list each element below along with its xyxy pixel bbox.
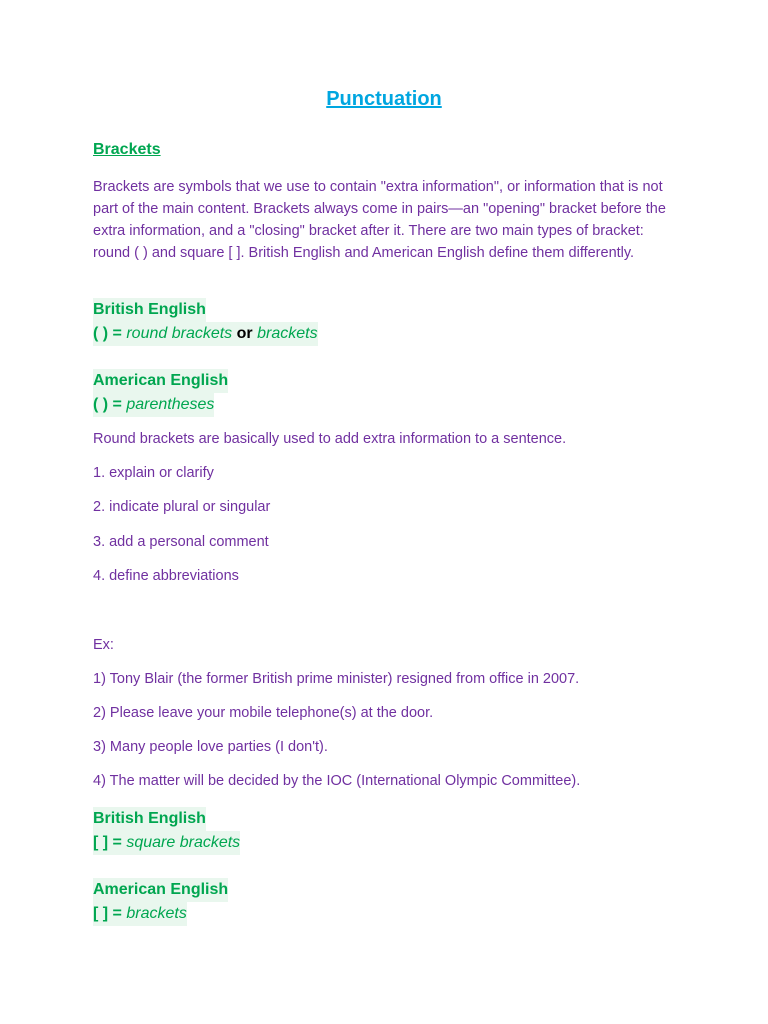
round-american-definition	[93, 393, 214, 417]
use-item-4: 4. define abbreviations	[93, 568, 239, 584]
square-british-definition	[93, 831, 240, 855]
round-british-term2: brackets	[257, 325, 318, 342]
round-british-conjunction: or	[236, 325, 253, 342]
example-3: 3) Many people love parties (I don't).	[93, 739, 328, 755]
square-british-block	[93, 807, 240, 855]
round-british-block	[93, 298, 318, 346]
square-american-block	[93, 878, 228, 926]
section-heading: Brackets	[93, 141, 161, 158]
round-american-term: parentheses	[126, 396, 215, 413]
square-british-label: British English	[93, 807, 206, 831]
square-american-term: brackets	[126, 905, 187, 922]
example-4: 4) The matter will be decided by the IOC (International Olympic Committee).	[93, 773, 581, 789]
use-item-1: 1. explain or clarify	[93, 465, 214, 481]
square-american-label: American English	[93, 878, 228, 902]
square-british-term: square brackets	[126, 834, 241, 851]
page-title: Punctuation	[326, 88, 442, 110]
round-american-symbol: ( ) =	[93, 396, 122, 413]
round-american-block	[93, 369, 228, 417]
round-usage-text: Round brackets are basically used to add extra information to a sentence.	[93, 431, 567, 447]
use-item-2: 2. indicate plural or singular	[93, 499, 271, 515]
square-american-symbol: [ ] =	[93, 905, 122, 922]
round-british-symbol: ( ) =	[93, 325, 122, 342]
round-british-definition	[93, 322, 318, 346]
square-british-symbol: [ ] =	[93, 834, 122, 851]
round-british-label: British English	[93, 298, 206, 322]
round-british-term1: round brackets	[126, 325, 233, 342]
intro-paragraph: Brackets are symbols that we use to contain "extra information", or information that is not part of the main content. Brackets always come in pairs—an "opening" bracket before the extra information, and a "closing" bracket after it. There are two main types of bracket: round ( ) and square [ ]. British English and American English define them differently.	[93, 179, 666, 261]
example-1: 1) Tony Blair (the former British prime minister) resigned from office in 2007.	[93, 671, 580, 687]
round-american-label: American English	[93, 369, 228, 393]
use-item-3: 3. add a personal comment	[93, 534, 269, 550]
square-american-definition	[93, 902, 187, 926]
examples-label: Ex:	[93, 637, 114, 653]
example-2: 2) Please leave your mobile telephone(s) at the door.	[93, 705, 434, 721]
